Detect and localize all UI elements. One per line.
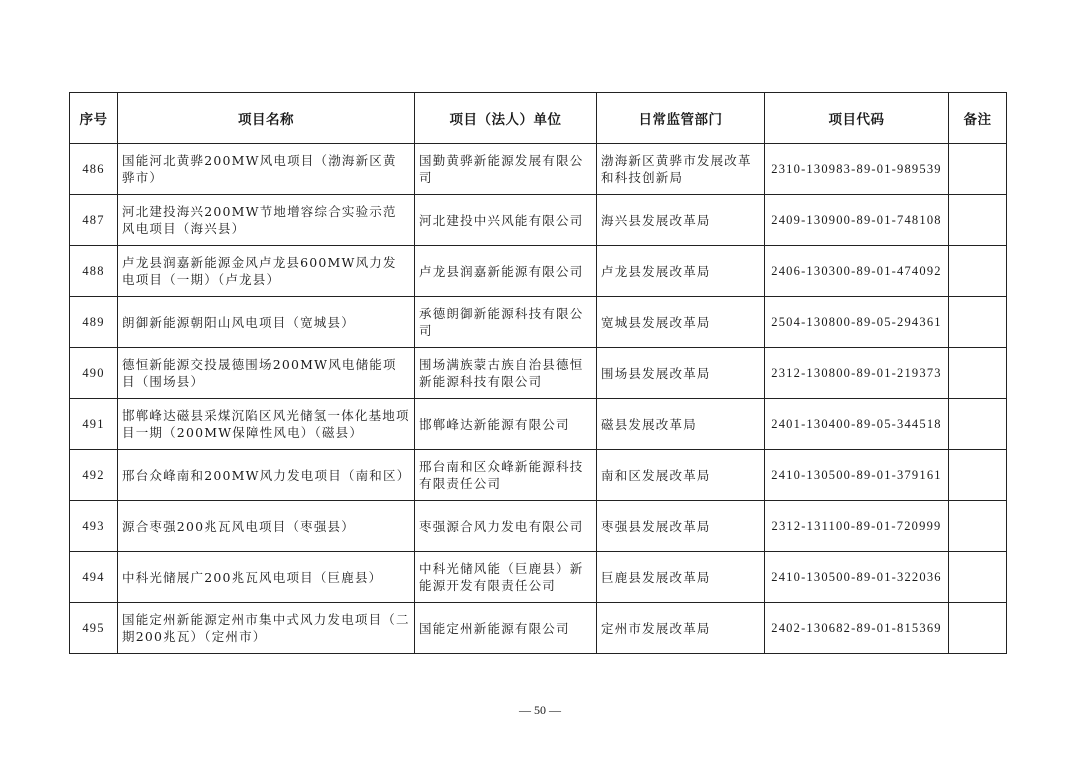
- cell-no: 488: [70, 246, 118, 297]
- cell-no: 495: [70, 603, 118, 654]
- cell-project-code: 2310-130983-89-01-989539: [765, 144, 949, 195]
- header-project-code: 项目代码: [765, 93, 949, 144]
- cell-no: 494: [70, 552, 118, 603]
- header-no: 序号: [70, 93, 118, 144]
- cell-project-code: 2312-130800-89-01-219373: [765, 348, 949, 399]
- cell-project-code: 2504-130800-89-05-294361: [765, 297, 949, 348]
- cell-supervising-dept: 磁县发展改革局: [597, 399, 765, 450]
- cell-project-code: 2402-130682-89-01-815369: [765, 603, 949, 654]
- cell-remarks: [949, 348, 1007, 399]
- cell-no: 492: [70, 450, 118, 501]
- cell-legal-unit: 中科光储风能（巨鹿县）新能源开发有限责任公司: [415, 552, 597, 603]
- cell-supervising-dept: 南和区发展改革局: [597, 450, 765, 501]
- cell-no: 489: [70, 297, 118, 348]
- cell-remarks: [949, 144, 1007, 195]
- cell-remarks: [949, 195, 1007, 246]
- page-number: — 50 —: [519, 703, 561, 717]
- cell-legal-unit: 国勤黄骅新能源发展有限公司: [415, 144, 597, 195]
- cell-project-name: 朗御新能源朝阳山风电项目（宽城县）: [118, 297, 415, 348]
- cell-legal-unit: 承德朗御新能源科技有限公司: [415, 297, 597, 348]
- cell-project-name: 中科光储展广200兆瓦风电项目（巨鹿县）: [118, 552, 415, 603]
- cell-no: 486: [70, 144, 118, 195]
- table-row: [70, 399, 1007, 450]
- header-legal-unit: 项目（法人）单位: [415, 93, 597, 144]
- cell-supervising-dept: 定州市发展改革局: [597, 603, 765, 654]
- cell-remarks: [949, 552, 1007, 603]
- header-remarks: 备注: [949, 93, 1007, 144]
- cell-project-code: 2410-130500-89-01-379161: [765, 450, 949, 501]
- cell-supervising-dept: 枣强县发展改革局: [597, 501, 765, 552]
- table-row: [70, 603, 1007, 654]
- cell-project-name: 邢台众峰南和200MW风力发电项目（南和区）: [118, 450, 415, 501]
- cell-project-code: 2409-130900-89-01-748108: [765, 195, 949, 246]
- table-row: [70, 552, 1007, 603]
- cell-supervising-dept: 围场县发展改革局: [597, 348, 765, 399]
- cell-remarks: [949, 399, 1007, 450]
- table-row: [70, 297, 1007, 348]
- cell-no: 491: [70, 399, 118, 450]
- cell-supervising-dept: 巨鹿县发展改革局: [597, 552, 765, 603]
- cell-legal-unit: 邢台南和区众峰新能源科技有限责任公司: [415, 450, 597, 501]
- table-row: [70, 450, 1007, 501]
- table-row: [70, 501, 1007, 552]
- cell-supervising-dept: 宽城县发展改革局: [597, 297, 765, 348]
- cell-remarks: [949, 297, 1007, 348]
- table-row: [70, 195, 1007, 246]
- cell-legal-unit: 国能定州新能源有限公司: [415, 603, 597, 654]
- cell-remarks: [949, 450, 1007, 501]
- cell-project-code: 2410-130500-89-01-322036: [765, 552, 949, 603]
- cell-supervising-dept: 渤海新区黄骅市发展改革和科技创新局: [597, 144, 765, 195]
- cell-legal-unit: 围场满族蒙古族自治县德恒新能源科技有限公司: [415, 348, 597, 399]
- cell-remarks: [949, 501, 1007, 552]
- cell-project-name: 河北建投海兴200MW节地增容综合实验示范风电项目（海兴县）: [118, 195, 415, 246]
- cell-project-name: 卢龙县润嘉新能源金风卢龙县600MW风力发电项目（一期）（卢龙县）: [118, 246, 415, 297]
- project-table: [69, 92, 1007, 654]
- cell-project-name: 国能定州新能源定州市集中式风力发电项目（二期200兆瓦）（定州市）: [118, 603, 415, 654]
- table-header-row: [70, 93, 1007, 144]
- table-row: [70, 348, 1007, 399]
- cell-remarks: [949, 246, 1007, 297]
- cell-legal-unit: 卢龙县润嘉新能源有限公司: [415, 246, 597, 297]
- cell-supervising-dept: 卢龙县发展改革局: [597, 246, 765, 297]
- cell-legal-unit: 枣强源合风力发电有限公司: [415, 501, 597, 552]
- cell-supervising-dept: 海兴县发展改革局: [597, 195, 765, 246]
- cell-project-name: 源合枣强200兆瓦风电项目（枣强县）: [118, 501, 415, 552]
- cell-project-code: 2312-131100-89-01-720999: [765, 501, 949, 552]
- cell-remarks: [949, 603, 1007, 654]
- cell-project-name: 邯郸峰达磁县采煤沉陷区风光储氢一体化基地项目一期（200MW保障性风电）（磁县）: [118, 399, 415, 450]
- cell-no: 493: [70, 501, 118, 552]
- cell-no: 490: [70, 348, 118, 399]
- header-supervising-dept: 日常监管部门: [597, 93, 765, 144]
- header-project-name: 项目名称: [118, 93, 415, 144]
- cell-project-code: 2401-130400-89-05-344518: [765, 399, 949, 450]
- cell-project-name: 德恒新能源交投晟德围场200MW风电储能项目（围场县）: [118, 348, 415, 399]
- table-row: [70, 144, 1007, 195]
- cell-project-name: 国能河北黄骅200MW风电项目（渤海新区黄骅市）: [118, 144, 415, 195]
- table-row: [70, 246, 1007, 297]
- cell-legal-unit: 邯郸峰达新能源有限公司: [415, 399, 597, 450]
- cell-legal-unit: 河北建投中兴风能有限公司: [415, 195, 597, 246]
- cell-no: 487: [70, 195, 118, 246]
- cell-project-code: 2406-130300-89-01-474092: [765, 246, 949, 297]
